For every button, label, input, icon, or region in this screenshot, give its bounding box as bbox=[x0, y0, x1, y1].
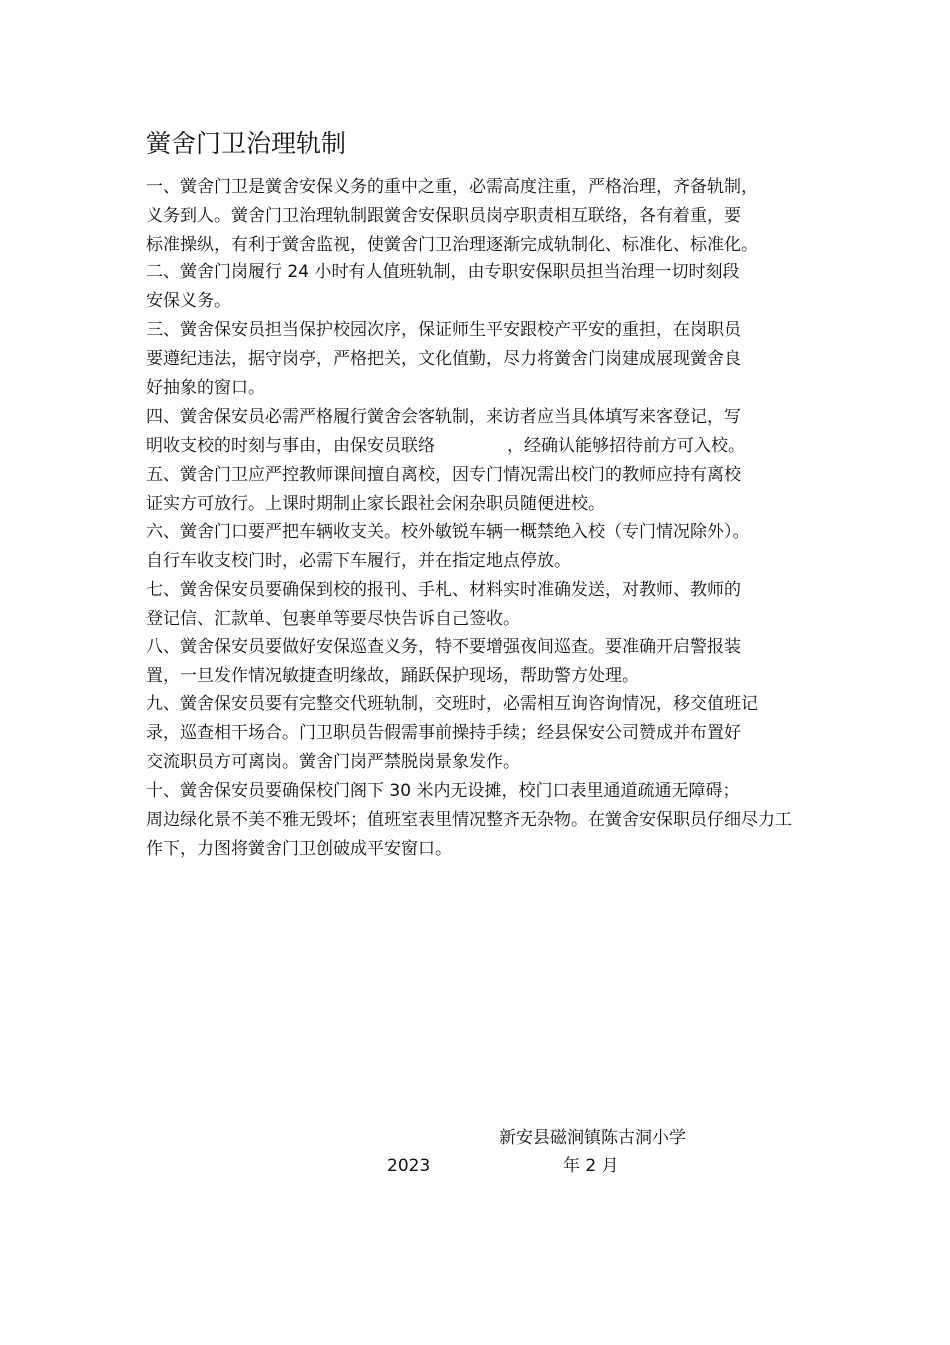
paragraph-line: 八、黉舍保安员要做好安保巡查义务，特不要增强夜间巡查。要准确开启警报装 bbox=[146, 637, 741, 657]
paragraph-line bbox=[146, 432, 836, 461]
paragraph-line: 登记信、汇款单、包裹单等要尽快告诉自己签收。 bbox=[146, 609, 520, 629]
paragraph-line: 一、黉舍门卫是黉舍安保义务的重中之重，必需高度注重，严格治理，齐备轨制， bbox=[146, 177, 758, 197]
paragraph-2 bbox=[146, 258, 836, 316]
paragraph-line: 安保义务。 bbox=[146, 291, 231, 311]
paragraph-line: 四、黉舍保安员必需严格履行黉舍会客轨制，来访者应当具体填写来客登记，写 bbox=[146, 407, 741, 427]
paragraph-line: 十、黉舍保安员要确保校门阁下 30 米内无设摊，校门口表里通道疏通无障碍； bbox=[146, 781, 740, 801]
paragraph-line: 六、黉舍门口要严把车辆收支关。校外敏锐车辆一概禁绝入校（专门情况除外）。 bbox=[146, 522, 750, 542]
paragraph-line: 录，巡查相干场合。门卫职员告假需事前操持手续；经县保安公司赞成并布置好 bbox=[146, 723, 741, 743]
paragraph-line: 证实方可放行。上课时期制止家长跟社会闲杂职员随便进校。 bbox=[146, 494, 605, 514]
paragraph-line: 要遵纪违法，据守岗亭，严格把关，文化值勤，尽力将黉舍门岗建成展现黉舍良 bbox=[146, 349, 741, 369]
signature-school: 新安县磁涧镇陈古洞小学 bbox=[499, 1128, 686, 1148]
paragraph-line: 置，一旦发作情况敏捷查明缘故，踊跃保护现场，帮助警方处理。 bbox=[146, 666, 639, 686]
paragraph-8 bbox=[146, 633, 836, 691]
paragraph-line: 作下，力图将黉舍门卫创破成平安窗口。 bbox=[146, 839, 452, 859]
paragraph-line: 周边绿化景不美不雅无毁坏；值班室表里情况整齐无杂物。在黉舍安保职员仔细尽力工 bbox=[146, 810, 792, 830]
paragraph-line-part: ，经确认能够招待前方可入校。 bbox=[507, 436, 745, 456]
signature-month: 年 2 月 bbox=[563, 1156, 619, 1176]
paragraph-10 bbox=[146, 777, 836, 864]
paragraph-line: 九、黉舍保安员要有完整交代班轨制，交班时，必需相互询咨询情况，移交值班记 bbox=[146, 694, 758, 714]
paragraph-line: 三、黉舍保安员担当保护校园次序，保证师生平安跟校产平安的重担，在岗职员 bbox=[146, 320, 741, 340]
paragraph-line: 自行车收支校门时，必需下车履行，并在指定地点停放。 bbox=[146, 551, 571, 571]
paragraph-line: 七、黉舍保安员要确保到校的报刊、手札、材料实时准确发送，对教师、教师的 bbox=[146, 580, 741, 600]
paragraph-line: 好抽象的窗口。 bbox=[146, 378, 265, 398]
paragraph-line: 标准操纵，有利于黉舍监视，使黉舍门卫治理逐渐完成轨制化、标准化、标准化。 bbox=[146, 235, 758, 255]
paragraph-line-part: 明收支校的时刻与事由，由保安员联络 bbox=[146, 436, 435, 456]
paragraph-line: 交流职员方可离岗。黉舍门岗严禁脱岗景象发作。 bbox=[146, 752, 520, 772]
paragraph-line: 义务到人。黉舍门卫治理轨制跟黉舍安保职员岗亭职责相互联络，各有着重，要 bbox=[146, 206, 741, 226]
paragraph-line: 五、黉舍门卫应严控教师课间擅自离校，因专门情况需出校门的教师应持有离校 bbox=[146, 465, 741, 485]
paragraph-3 bbox=[146, 316, 836, 403]
paragraph-9 bbox=[146, 690, 836, 777]
paragraph-line: 二、黉舍门岗履行 24 小时有人值班轨制，由专职安保职员担当治理一切时刻段 bbox=[146, 262, 740, 282]
paragraph-1 bbox=[146, 173, 836, 260]
paragraph-4 bbox=[146, 403, 836, 461]
paragraph-6 bbox=[146, 518, 836, 576]
paragraph-5 bbox=[146, 461, 836, 519]
signature-year: 2023 bbox=[387, 1156, 431, 1176]
document-title: 黉舍门卫治理轨制 bbox=[146, 129, 347, 158]
paragraph-7 bbox=[146, 576, 836, 634]
